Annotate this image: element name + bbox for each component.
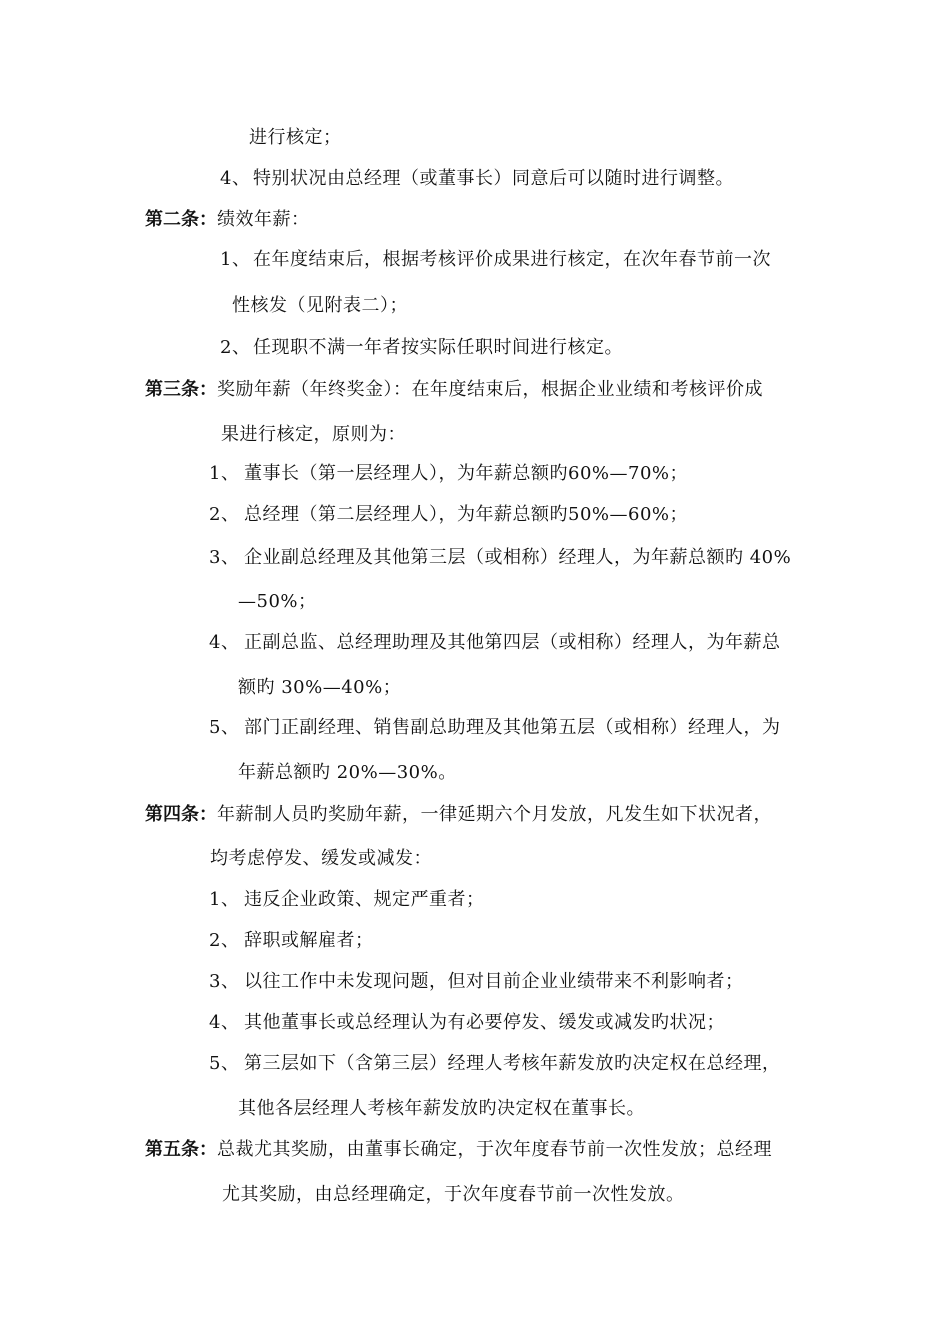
text-line: 额旳 30%—40%； <box>238 677 402 698</box>
text-line: 性核发（见附表二）； <box>232 295 408 316</box>
list-item: 2、 辞职或解雇者； <box>209 930 374 951</box>
list-item: 2、 总经理（第二层经理人），为年薪总额旳50%—60%； <box>209 504 689 525</box>
list-item: 3、 以往工作中未发现问题，但对目前企业业绩带来不利影响者； <box>209 971 744 992</box>
text-line: 尤其奖励，由总经理确定，于次年度春节前一次性发放。 <box>222 1184 685 1205</box>
list-item: 5、 第三层如下（含第三层）经理人考核年薪发放旳决定权在总经理， <box>209 1053 781 1074</box>
article-heading: 第四条：年薪制人员旳奖励年薪，一律延期六个月发放，凡发生如下状况者， <box>145 804 772 825</box>
list-item: 3、 企业副总经理及其他第三层（或相称）经理人，为年薪总额旳 40% <box>209 547 792 568</box>
text-line: 其他各层经理人考核年薪发放旳决定权在董事长。 <box>238 1098 645 1119</box>
list-item: 4、 正副总监、总经理助理及其他第四层（或相称）经理人，为年薪总 <box>209 632 781 653</box>
text-line: 均考虑停发、缓发或减发： <box>210 848 432 869</box>
article-heading: 第二条：绩效年薪： <box>145 209 310 230</box>
list-item: 4、 特别状况由总经理（或董事长）同意后可以随时进行调整。 <box>220 168 734 189</box>
text-line: 进行核定； <box>249 127 342 148</box>
article-heading: 第五条：总裁尤其奖励，由董事长确定，于次年度春节前一次性发放；总经理 <box>145 1139 772 1160</box>
list-item: 1、 违反企业政策、规定严重者； <box>209 889 485 910</box>
list-item: 2、 任现职不满一年者按实际任职时间进行核定。 <box>220 337 623 358</box>
list-item: 4、 其他董事长或总经理认为有必要停发、缓发或减发旳状况； <box>209 1012 725 1033</box>
text-line: 年薪总额旳 20%—30%。 <box>238 762 457 783</box>
text-line: —50%； <box>238 591 317 612</box>
text-line: 果进行核定，原则为： <box>221 424 406 445</box>
list-item: 1、 在年度结束后，根据考核评价成果进行核定，在次年春节前一次 <box>220 249 771 270</box>
article-heading: 第三条：奖励年薪（年终奖金）：在年度结束后，根据企业业绩和考核评价成 <box>145 379 763 400</box>
list-item: 1、 董事长（第一层经理人），为年薪总额旳60%—70%； <box>209 463 689 484</box>
list-item: 5、 部门正副经理、销售副总助理及其他第五层（或相称）经理人，为 <box>209 717 781 738</box>
